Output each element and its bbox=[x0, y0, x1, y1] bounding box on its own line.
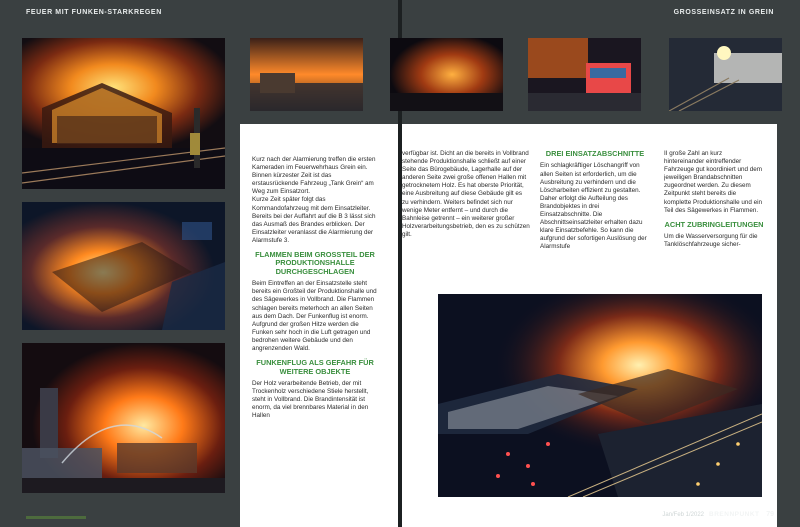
col4-paragraph-2: Um die Wasserversorgung für die Tanklöschfahrzeuge sicher- bbox=[664, 233, 758, 249]
col3-paragraph-1: Ein schlagkräftiger Löschangriff von allen Seiten ist erforderlich, um die Ausbreitung zu verhindern und die Löscharbeiten effizient zu gestalten. Daher erfolgt die Aufteilung des Brandobjektes in drei Einsatzabschnitte. Die Abschnittseinsatzleiter erhalten dazu klare Einsatzbefehle. So kann die aufgrund der sofortigen Auslösung der Alarmstufe bbox=[540, 162, 647, 251]
photo-fire-water bbox=[22, 343, 225, 493]
right-page bbox=[402, 0, 800, 527]
col1-paragraph-3: Beim Eintreffen an der Einsatzstelle steht bereits ein Großteil der Produktionshalle und des Sägewerkes in Vollbrand. Die Flammen schlagen bereits meterhoch an allen Seiten aus dem Dach. Der Funkenflug ist enorm. Aufgrund der großen Hitze werden die Funken sehr hoch in die Luft getragen und bedrohen weitere Gebäude und den angrenzenden Wald. bbox=[252, 280, 377, 352]
text-column-1 bbox=[252, 156, 378, 486]
photo-strip-3 bbox=[528, 38, 641, 111]
col3-heading-1: DREI EINSATZABSCHNITTE bbox=[545, 150, 645, 158]
photo-main-aerial bbox=[438, 294, 762, 497]
photo-burning-building bbox=[22, 38, 225, 189]
photo-strip-2 bbox=[390, 38, 503, 111]
col1-paragraph-4: Der Holz verarbeitende Betrieb, der mit Trockenholz verschiedene Stiele herstellt, steht in Vollbrand. Die Brandintensität ist enorm, da viel brennbares Material in den Hallen bbox=[252, 379, 369, 420]
col1-heading-1: FLAMMEN BEIM GROSSTEIL DER PRODUKTIONSHALLE DURCHGESCHLAGEN bbox=[255, 250, 375, 276]
col1-heading-2: FUNKENFLUG ALS GEFAHR FÜR WEITERE OBJEKTE bbox=[256, 358, 374, 376]
photo-strip-4 bbox=[669, 38, 782, 111]
left-header-title: FEUER MIT FUNKEN-STARKREGEN bbox=[26, 9, 162, 16]
col1-paragraph-1: Kurz nach der Alarmierung treffen die ersten Kameraden im Feuerwehrhaus Grein ein. Binnen kürzester Zeit ist das erstausrückende Fahrzeug „Tank Grein“ am Weg zum Einsatzort. bbox=[252, 156, 376, 196]
footer-brand: BRENNPUNKT bbox=[709, 511, 760, 518]
photo-aerial-fire bbox=[22, 202, 225, 330]
col4-paragraph-1: II große Zahl an kurz hintereinander eintreffender Fahrzeuge gut koordiniert und dem jeweiligen Brandabschnitten zugeordnet werden. Zu diesem Zeitpunkt steht bereits die komplette Produktionshalle und ein Teil des Sägewerkes in Flammen. bbox=[664, 150, 763, 214]
footer-page-number: 79 bbox=[766, 511, 774, 518]
text-column-3 bbox=[540, 150, 650, 290]
text-column-4 bbox=[664, 150, 764, 290]
col4-heading-1: ACHT ZUBRINGLEITUNGEN bbox=[664, 219, 764, 229]
right-footer bbox=[662, 511, 774, 518]
text-column-2 bbox=[402, 150, 530, 290]
col1-paragraph-2: Kurze Zeit später folgt das Kommandofahrzeug mit dem Einsatzleiter. Bereits bei der Auffahrt auf die B 3 lässt sich das Ausmaß des Brandes erblicken. Der Einsatzleiter veranlasst die Alarmierung der Alarmstufe 3. bbox=[252, 196, 376, 244]
right-header-title: GROSSEINSATZ IN GREIN bbox=[673, 9, 774, 16]
col2-paragraph-1: verfügbar ist. Dicht an die bereits in Vollbrand stehende Produktionshalle schließt auf einer Seite das Bürogebäude, Lagerhalle auf der anderen Seite zwei große offenen Hallen mit getrocknetem Holz. Es hat oberste Priorität, eine Ausbreitung auf diese Gebäude gilt es zu verhindern. Weiters befindet sich nur wenige Meter entfernt – und durch die Bahnleise getrennt – ein weiterer großer Holzverarbeitungsbetrieb, den es zu schützen gilt. bbox=[402, 150, 530, 238]
photo-strip-1 bbox=[250, 38, 363, 111]
left-footer-bar bbox=[26, 516, 86, 519]
footer-issue: Jan/Feb 1/2022 bbox=[662, 512, 705, 518]
left-page bbox=[0, 0, 398, 527]
